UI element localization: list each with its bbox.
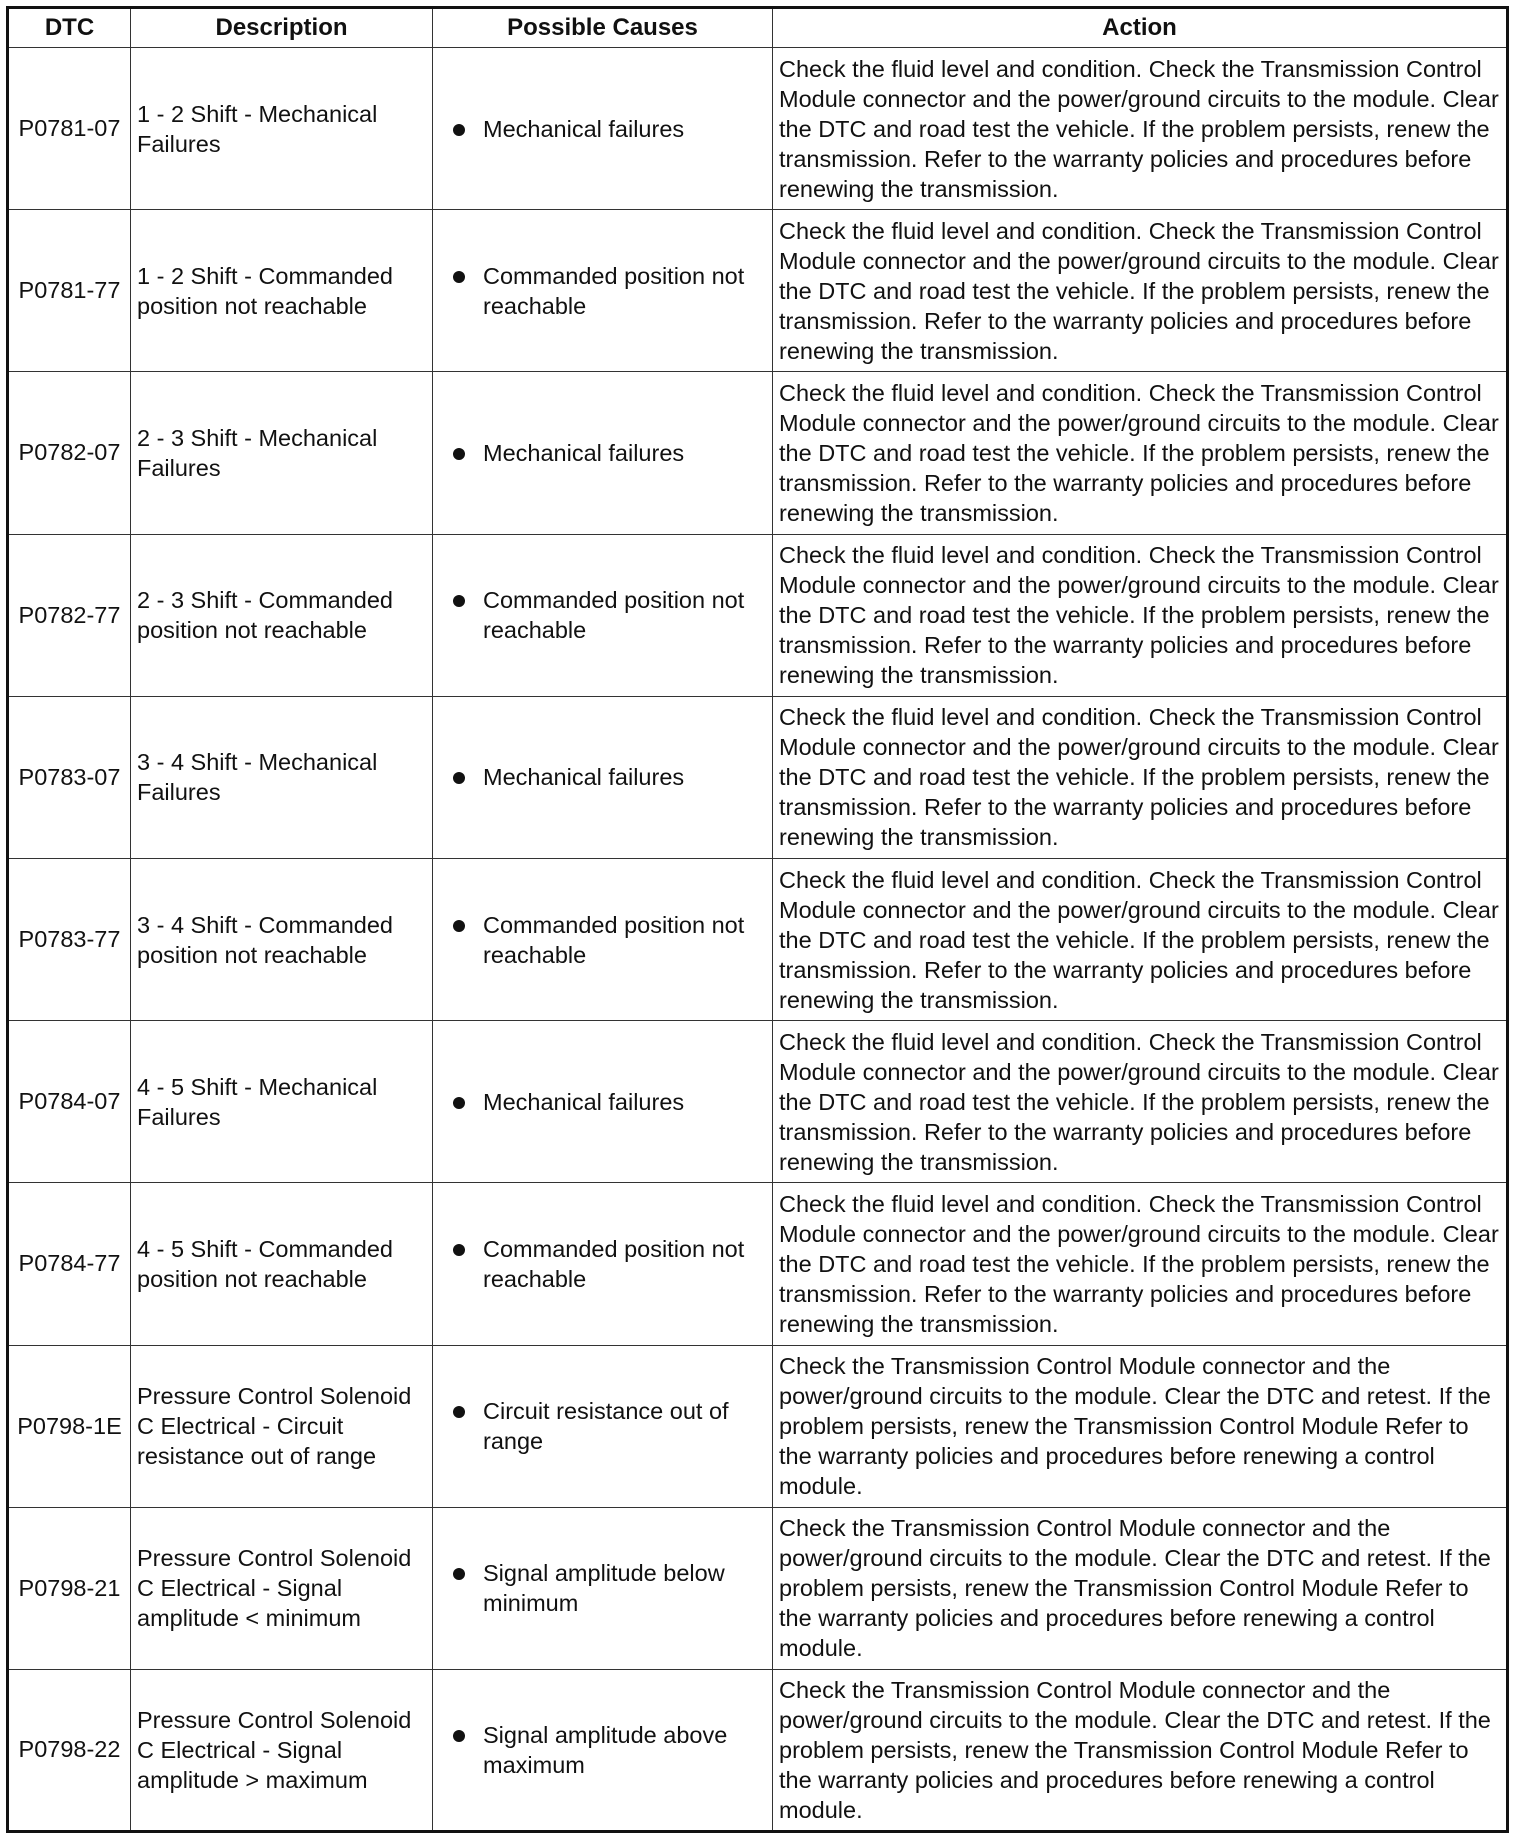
- bullet-icon: [453, 772, 465, 784]
- bullet-icon: [453, 1244, 465, 1256]
- bullet-icon: [453, 1730, 465, 1742]
- dtc-code: P0781-07: [8, 48, 131, 210]
- table-row: [8, 534, 1508, 696]
- header-row: [8, 8, 1508, 48]
- table-row: [8, 1021, 1508, 1183]
- dtc-code: P0798-21: [8, 1507, 131, 1669]
- description-cell: 1 - 2 Shift - Commanded position not reachable: [131, 210, 433, 372]
- cause-cell: [433, 1507, 773, 1669]
- cause-cell: [433, 858, 773, 1020]
- bullet-icon: [453, 271, 465, 283]
- dtc-table: [6, 6, 1509, 1833]
- description-cell: 1 - 2 Shift - Mechanical Failures: [131, 48, 433, 210]
- table-row: [8, 210, 1508, 372]
- cause-text: Signal amplitude below minimum: [483, 1560, 725, 1617]
- dtc-code: P0783-77: [8, 858, 131, 1020]
- description-cell: 4 - 5 Shift - Commanded position not reachable: [131, 1183, 433, 1345]
- dtc-code: P0783-07: [8, 696, 131, 858]
- cause-text: Signal amplitude above maximum: [483, 1721, 728, 1778]
- action-cell: Check the fluid level and condition. Check the Transmission Control Module connector and the power/ground circuits to the module. Clear the DTC and road test the vehicle. If the problem persists, renew the transmission. Refer to the warranty policies and procedures before renewing the transmission.: [773, 372, 1508, 534]
- cause-cell: [433, 210, 773, 372]
- dtc-code: P0784-77: [8, 1183, 131, 1345]
- table-row: [8, 858, 1508, 1020]
- bullet-icon: [453, 124, 465, 136]
- action-cell: Check the Transmission Control Module connector and the power/ground circuits to the module. Clear the DTC and retest. If the problem persists, renew the Transmission Control Module Refer to the warranty policies and procedures before renewing a control module.: [773, 1507, 1508, 1669]
- table-row: [8, 696, 1508, 858]
- cause-text: Mechanical failures: [483, 764, 685, 791]
- bullet-icon: [453, 448, 465, 460]
- cause-text: Commanded position not reachable: [483, 1235, 745, 1292]
- cause-cell: [433, 696, 773, 858]
- bullet-icon: [453, 920, 465, 932]
- action-cell: Check the fluid level and condition. Check the Transmission Control Module connector and the power/ground circuits to the module. Clear the DTC and road test the vehicle. If the problem persists, renew the transmission. Refer to the warranty policies and procedures before renewing the transmission.: [773, 858, 1508, 1020]
- header-possible-causes: Possible Causes: [433, 8, 773, 48]
- dtc-code: P0784-07: [8, 1021, 131, 1183]
- description-cell: 4 - 5 Shift - Mechanical Failures: [131, 1021, 433, 1183]
- cause-text: Mechanical failures: [483, 115, 685, 142]
- header-dtc: DTC: [8, 8, 131, 48]
- table-row: [8, 1669, 1508, 1831]
- cause-cell: [433, 1183, 773, 1345]
- description-cell: 2 - 3 Shift - Commanded position not reachable: [131, 534, 433, 696]
- dtc-code: P0781-77: [8, 210, 131, 372]
- action-cell: Check the Transmission Control Module connector and the power/ground circuits to the module. Clear the DTC and retest. If the problem persists, renew the Transmission Control Module Refer to the warranty policies and procedures before renewing a control module.: [773, 1345, 1508, 1507]
- bullet-icon: [453, 1097, 465, 1109]
- description-cell: 3 - 4 Shift - Commanded position not reachable: [131, 858, 433, 1020]
- bullet-icon: [453, 1568, 465, 1580]
- action-cell: Check the fluid level and condition. Check the Transmission Control Module connector and the power/ground circuits to the module. Clear the DTC and road test the vehicle. If the problem persists, renew the transmission. Refer to the warranty policies and procedures before renewing the transmission.: [773, 48, 1508, 210]
- cause-text: Commanded position not reachable: [483, 587, 745, 644]
- cause-cell: [433, 1021, 773, 1183]
- table-row: [8, 1507, 1508, 1669]
- description-cell: Pressure Control Solenoid C Electrical - Signal amplitude > maximum: [131, 1669, 433, 1831]
- cause-cell: [433, 1669, 773, 1831]
- cause-cell: [433, 1345, 773, 1507]
- cause-text: Commanded position not reachable: [483, 262, 745, 319]
- action-cell: Check the Transmission Control Module connector and the power/ground circuits to the module. Clear the DTC and retest. If the problem persists, renew the Transmission Control Module Refer to the warranty policies and procedures before renewing a control module.: [773, 1669, 1508, 1831]
- table-row: [8, 1183, 1508, 1345]
- dtc-code: P0798-22: [8, 1669, 131, 1831]
- dtc-code: P0782-07: [8, 372, 131, 534]
- cause-text: Commanded position not reachable: [483, 911, 745, 968]
- description-cell: Pressure Control Solenoid C Electrical - Signal amplitude < minimum: [131, 1507, 433, 1669]
- action-cell: Check the fluid level and condition. Check the Transmission Control Module connector and the power/ground circuits to the module. Clear the DTC and road test the vehicle. If the problem persists, renew the transmission. Refer to the warranty policies and procedures before renewing the transmission.: [773, 534, 1508, 696]
- action-cell: Check the fluid level and condition. Check the Transmission Control Module connector and the power/ground circuits to the module. Clear the DTC and road test the vehicle. If the problem persists, renew the transmission. Refer to the warranty policies and procedures before renewing the transmission.: [773, 210, 1508, 372]
- dtc-code: P0782-77: [8, 534, 131, 696]
- description-cell: Pressure Control Solenoid C Electrical - Circuit resistance out of range: [131, 1345, 433, 1507]
- cause-text: Mechanical failures: [483, 1088, 685, 1115]
- cause-cell: [433, 372, 773, 534]
- header-description: Description: [131, 8, 433, 48]
- table-row: [8, 372, 1508, 534]
- cause-text: Mechanical failures: [483, 439, 685, 466]
- cause-cell: [433, 534, 773, 696]
- description-cell: 2 - 3 Shift - Mechanical Failures: [131, 372, 433, 534]
- description-cell: 3 - 4 Shift - Mechanical Failures: [131, 696, 433, 858]
- action-cell: Check the fluid level and condition. Check the Transmission Control Module connector and the power/ground circuits to the module. Clear the DTC and road test the vehicle. If the problem persists, renew the transmission. Refer to the warranty policies and procedures before renewing the transmission.: [773, 1183, 1508, 1345]
- bullet-icon: [453, 1406, 465, 1418]
- header-action: Action: [773, 8, 1508, 48]
- bullet-icon: [453, 595, 465, 607]
- table-row: [8, 1345, 1508, 1507]
- cause-cell: [433, 48, 773, 210]
- dtc-code: P0798-1E: [8, 1345, 131, 1507]
- action-cell: Check the fluid level and condition. Check the Transmission Control Module connector and the power/ground circuits to the module. Clear the DTC and road test the vehicle. If the problem persists, renew the transmission. Refer to the warranty policies and procedures before renewing the transmission.: [773, 696, 1508, 858]
- cause-text: Circuit resistance out of range: [483, 1398, 729, 1455]
- table-row: [8, 48, 1508, 210]
- action-cell: Check the fluid level and condition. Check the Transmission Control Module connector and the power/ground circuits to the module. Clear the DTC and road test the vehicle. If the problem persists, renew the transmission. Refer to the warranty policies and procedures before renewing the transmission.: [773, 1021, 1508, 1183]
